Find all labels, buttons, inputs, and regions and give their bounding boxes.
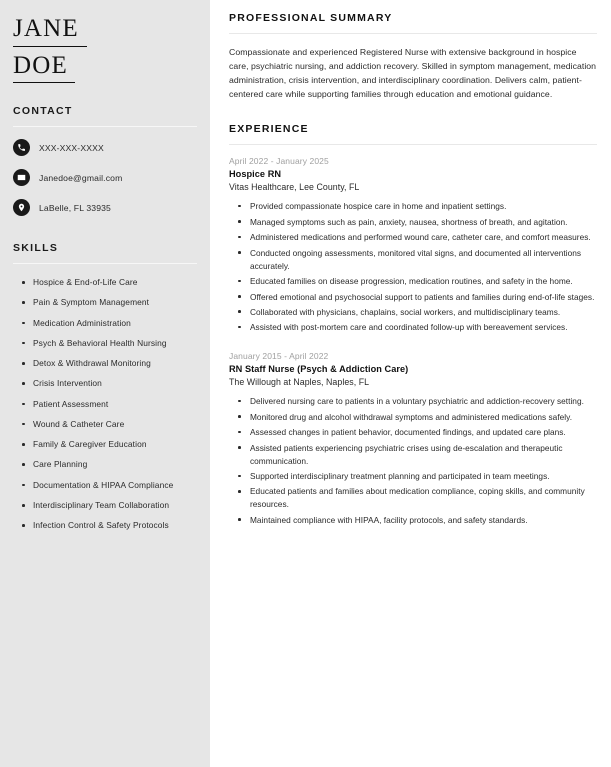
job-bullet: Delivered nursing care to patients in a voluntary psychiatric and addiction-recovery setting. xyxy=(229,395,597,408)
contact-list xyxy=(13,139,197,216)
job-bullet: Educated families on disease progression, medication routines, and safety in the home. xyxy=(229,275,597,288)
contact-phone-text: XXX-XXX-XXXX xyxy=(39,142,104,153)
job-bullet: Collaborated with physicians, chaplains, social workers, and multidisciplinary teams. xyxy=(229,306,597,319)
skill-item: Pain & Symptom Management xyxy=(13,296,197,309)
skill-item: Hospice & End-of-Life Care xyxy=(13,276,197,289)
name-line-first: JANE xyxy=(13,14,87,47)
skills-heading: SKILLS xyxy=(13,242,59,254)
main-content xyxy=(210,0,611,767)
job-bullet: Educated patients and families about medication compliance, coping skills, and community resources. xyxy=(229,485,597,511)
job-entry xyxy=(229,351,597,526)
skill-item: Care Planning xyxy=(13,458,197,471)
job-title: RN Staff Nurse (Psych & Addiction Care) xyxy=(229,364,409,375)
job-bullet: Conducted ongoing assessments, monitored vital signs, and documented all interventions accurately. xyxy=(229,247,597,273)
summary-text: Compassionate and experienced Registered Nurse with extensive background in hospice care, psychiatric nursing, and addiction recovery. Skilled in symptom management, medication administration, crisis intervention, and interdisciplinary coordination. Delivers calm, patient-centered care while supporting families through education and emotional guidance. xyxy=(229,47,597,100)
contact-item-location xyxy=(13,199,197,216)
job-company: The Willough at Naples, Naples, FL xyxy=(229,377,370,388)
location-pin-icon xyxy=(13,199,30,216)
skill-item: Crisis Intervention xyxy=(13,377,197,390)
name-line-last: DOE xyxy=(13,51,75,84)
skill-item: Medication Administration xyxy=(13,317,197,330)
job-spacer xyxy=(229,337,597,351)
job-company: Vitas Healthcare, Lee County, FL xyxy=(229,182,360,193)
contact-location-text: LaBelle, FL 33935 xyxy=(39,202,111,213)
job-bullet: Assisted with post-mortem care and coordinated follow-up with bereavement services. xyxy=(229,321,597,334)
job-title: Hospice RN xyxy=(229,169,282,180)
job-bullets xyxy=(229,200,597,334)
experience-section xyxy=(229,123,597,526)
skill-item: Interdisciplinary Team Collaboration xyxy=(13,499,197,512)
job-bullet: Maintained compliance with HIPAA, facility protocols, and safety standards. xyxy=(229,514,597,527)
skills-divider xyxy=(13,263,197,264)
contact-section xyxy=(13,105,197,216)
candidate-name xyxy=(13,14,197,83)
experience-divider xyxy=(229,144,597,145)
experience-heading: EXPERIENCE xyxy=(229,123,309,136)
job-bullet: Assessed changes in patient behavior, documented findings, and updated care plans. xyxy=(229,426,597,439)
job-bullet: Provided compassionate hospice care in home and inpatient settings. xyxy=(229,200,597,213)
skill-item: Family & Caregiver Education xyxy=(13,438,197,451)
contact-item-email xyxy=(13,169,197,186)
skill-item: Detox & Withdrawal Monitoring xyxy=(13,357,197,370)
job-bullet: Managed symptoms such as pain, anxiety, nausea, shortness of breath, and agitation. xyxy=(229,216,597,229)
envelope-icon xyxy=(13,169,30,186)
contact-item-phone xyxy=(13,139,197,156)
job-dates: April 2022 - January 2025 xyxy=(229,156,329,167)
contact-email-text: Janedoe@gmail.com xyxy=(39,172,123,183)
jobs-list xyxy=(229,156,597,526)
job-bullets xyxy=(229,395,597,526)
sidebar xyxy=(0,0,210,767)
job-dates: January 2015 - April 2022 xyxy=(229,351,329,362)
skill-item: Patient Assessment xyxy=(13,398,197,411)
summary-heading: PROFESSIONAL SUMMARY xyxy=(229,12,393,24)
skill-item: Documentation & HIPAA Compliance xyxy=(13,479,197,492)
job-bullet: Administered medications and performed wound care, catheter care, and comfort measures. xyxy=(229,231,597,244)
skills-section xyxy=(13,242,197,532)
skill-item: Psych & Behavioral Health Nursing xyxy=(13,337,197,350)
professional-summary-section xyxy=(229,12,597,101)
job-bullet: Supported interdisciplinary treatment planning and participated in team meetings. xyxy=(229,470,597,483)
job-bullet: Monitored drug and alcohol withdrawal symptoms and administered medications safely. xyxy=(229,411,597,424)
skills-list xyxy=(13,276,197,532)
contact-divider xyxy=(13,126,197,127)
job-bullet: Offered emotional and psychosocial support to patients and families during end-of-life stages. xyxy=(229,291,597,304)
job-bullet: Assisted patients experiencing psychiatric crises using de-escalation and therapeutic communication. xyxy=(229,442,597,468)
contact-heading: CONTACT xyxy=(13,105,73,117)
skill-item: Infection Control & Safety Protocols xyxy=(13,519,197,532)
phone-icon xyxy=(13,139,30,156)
job-entry xyxy=(229,156,597,334)
summary-divider xyxy=(229,33,597,34)
skill-item: Wound & Catheter Care xyxy=(13,418,197,431)
